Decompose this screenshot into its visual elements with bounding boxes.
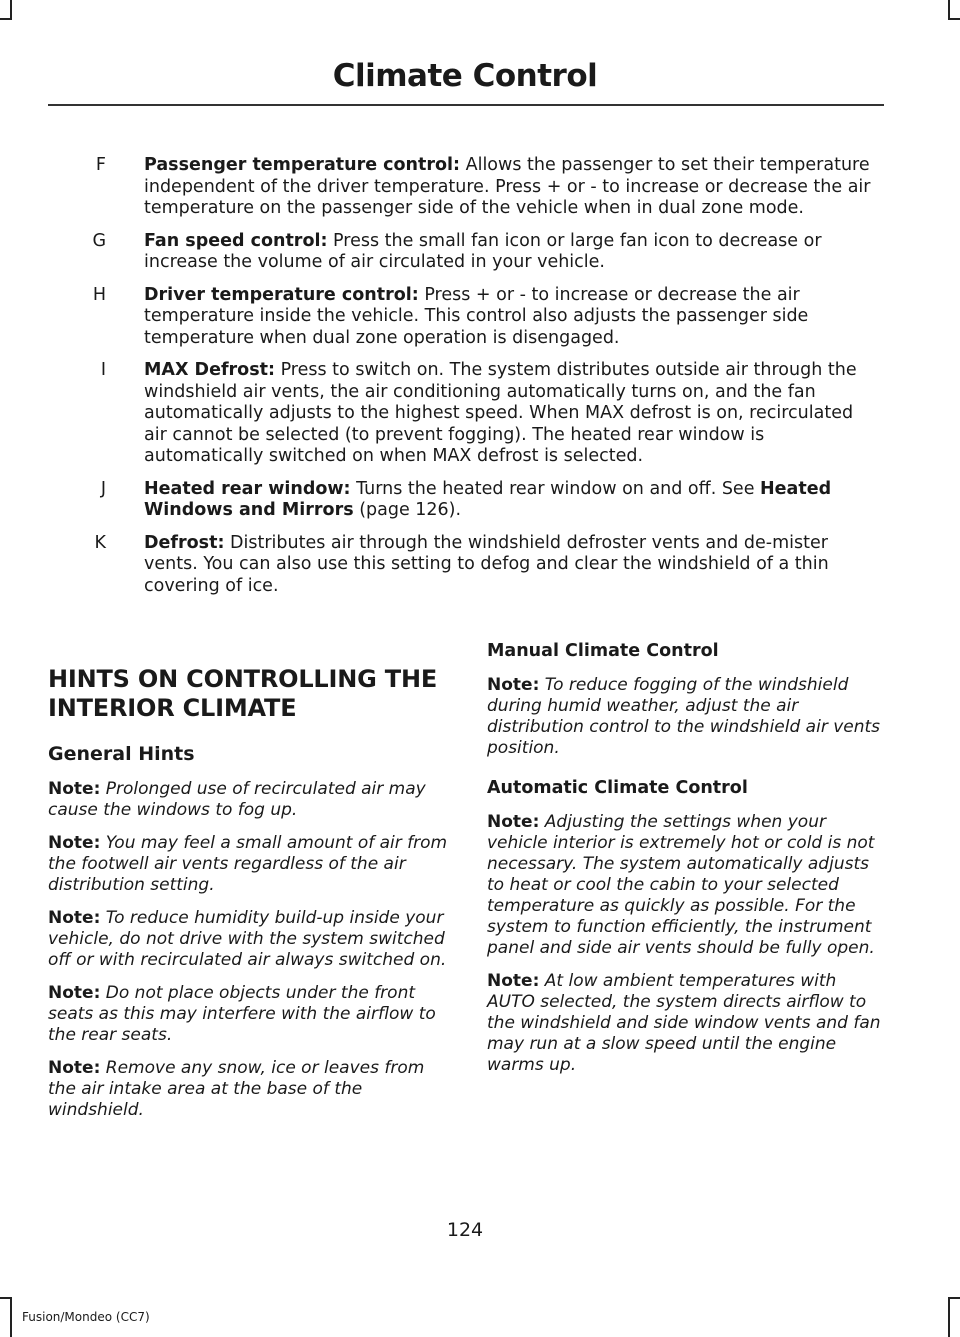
note-text: At low ambient temperatures with AUTO selected, the system directs airflow to the windshield and side window vents and fan may run at a slow speed until the engine warms up.	[487, 971, 881, 1075]
crop-mark	[948, 18, 960, 20]
footer-model: Fusion/Mondeo (CC7)	[22, 1310, 150, 1324]
note	[48, 1058, 448, 1121]
item-text	[144, 479, 878, 522]
note-text: Do not place objects under the front seats as this may interfere with the airflow to the rear seats.	[48, 983, 436, 1045]
item-letter: I	[100, 360, 106, 380]
item-letter: G	[92, 230, 106, 251]
note-text: Prolonged use of recirculated air may cause the windows to fog up.	[48, 779, 426, 820]
control-list	[48, 155, 878, 608]
note-label: Note:	[48, 779, 101, 799]
note	[48, 779, 448, 821]
item-description: Allows the passenger to set their temperature independent of the driver temperature. Press + or - to increase or decrease the air temperature on the passenger side of the vehicle when in dual zone mode.	[144, 155, 871, 218]
item-text	[144, 155, 878, 220]
item-text	[144, 360, 878, 468]
item-description: Turns the heated rear window on and off. See	[350, 478, 761, 499]
note-label: Note:	[48, 983, 101, 1003]
item-label: Driver temperature control:	[144, 284, 419, 305]
note-label: Note:	[487, 675, 540, 695]
crop-mark	[948, 1297, 950, 1337]
note	[487, 971, 887, 1076]
crop-mark	[948, 1297, 960, 1299]
note	[487, 675, 887, 759]
crop-mark	[948, 0, 950, 20]
item-text	[144, 231, 878, 274]
left-column	[48, 640, 448, 1133]
note	[487, 812, 887, 959]
section-heading: HINTS ON CONTROLLING THE INTERIOR CLIMATE	[48, 665, 438, 722]
cross-reference-link[interactable]: Heated Windows and Mirrors	[144, 478, 832, 520]
page-title: Climate Control	[332, 58, 598, 94]
item-description: Press + or - to increase or decrease the air temperature inside the vehicle. This control also adjusts the passenger side temperature when dual zone operation is disengaged.	[144, 284, 809, 348]
header-divider	[48, 104, 884, 106]
note	[48, 908, 448, 971]
list-item	[48, 155, 878, 220]
item-description: Press the small fan icon or large fan icon to decrease or increase the volume of air circulated in your vehicle.	[144, 230, 822, 272]
item-letter: F	[95, 155, 106, 175]
note-label: Note:	[487, 812, 540, 832]
item-letter: J	[100, 478, 106, 499]
item-description: Press to switch on. The system distributes outside air through the windshield air vents, the air conditioning automatically turns on, and the fan automatically adjusts to the highest speed. When MAX defrost is on, recirculated air cannot be selected (to prevent fogging). The heated rear window is automatically switched on when MAX defrost is selected.	[144, 360, 857, 466]
note-text: To reduce fogging of the windshield during humid weather, adjust the air distribution control to the windshield air vents position.	[487, 675, 881, 758]
item-letter: K	[94, 532, 106, 553]
item-letter: H	[92, 284, 106, 305]
crop-mark	[0, 1297, 12, 1299]
crop-mark	[10, 1297, 12, 1337]
item-label: Heated rear window:	[144, 478, 351, 499]
subheading-manual-climate-control: Manual Climate Control	[487, 641, 719, 661]
item-text	[144, 533, 878, 598]
note-text: Adjusting the settings when your vehicle interior is extremely hot or cold is not necessary. The system automatically adjusts to heat or cool the cabin to your selected temperature as quickly as possible. For the system to function efficiently, the instrument panel and side air vents should be fully open.	[487, 812, 875, 958]
crop-mark	[10, 0, 12, 20]
page-reference: (page 126).	[353, 500, 462, 520]
note-label: Note:	[48, 1058, 101, 1078]
page-number: 124	[446, 1219, 484, 1241]
note-label: Note:	[48, 833, 101, 853]
list-item	[48, 479, 878, 522]
subheading-automatic-climate-control: Automatic Climate Control	[487, 778, 748, 798]
right-column	[487, 640, 887, 1088]
list-item	[48, 285, 878, 350]
item-label: Passenger temperature control:	[144, 155, 461, 175]
note-text: To reduce humidity build-up inside your vehicle, do not drive with the system switched off or with recirculated air always switched on.	[48, 908, 447, 970]
item-label: Fan speed control:	[144, 230, 328, 251]
item-label: MAX Defrost:	[144, 360, 275, 380]
crop-mark	[0, 18, 12, 20]
item-label: Defrost:	[144, 532, 225, 553]
item-description: Distributes air through the windshield defroster vents and de-mister vents. You can also use this setting to defog and clear the windshield of a thin covering of ice.	[144, 532, 829, 596]
note	[48, 833, 448, 896]
note	[48, 983, 448, 1046]
list-item	[48, 360, 878, 468]
note-text: You may feel a small amount of air from the footwell air vents regardless of the air distribution setting.	[48, 833, 448, 895]
list-item	[48, 533, 878, 598]
note-text: Remove any snow, ice or leaves from the air intake area at the base of the windshield.	[48, 1058, 425, 1120]
note-label: Note:	[48, 908, 101, 928]
list-item	[48, 231, 878, 274]
item-text	[144, 285, 878, 350]
note-label: Note:	[487, 971, 540, 991]
subheading-general-hints: General Hints	[48, 743, 195, 765]
